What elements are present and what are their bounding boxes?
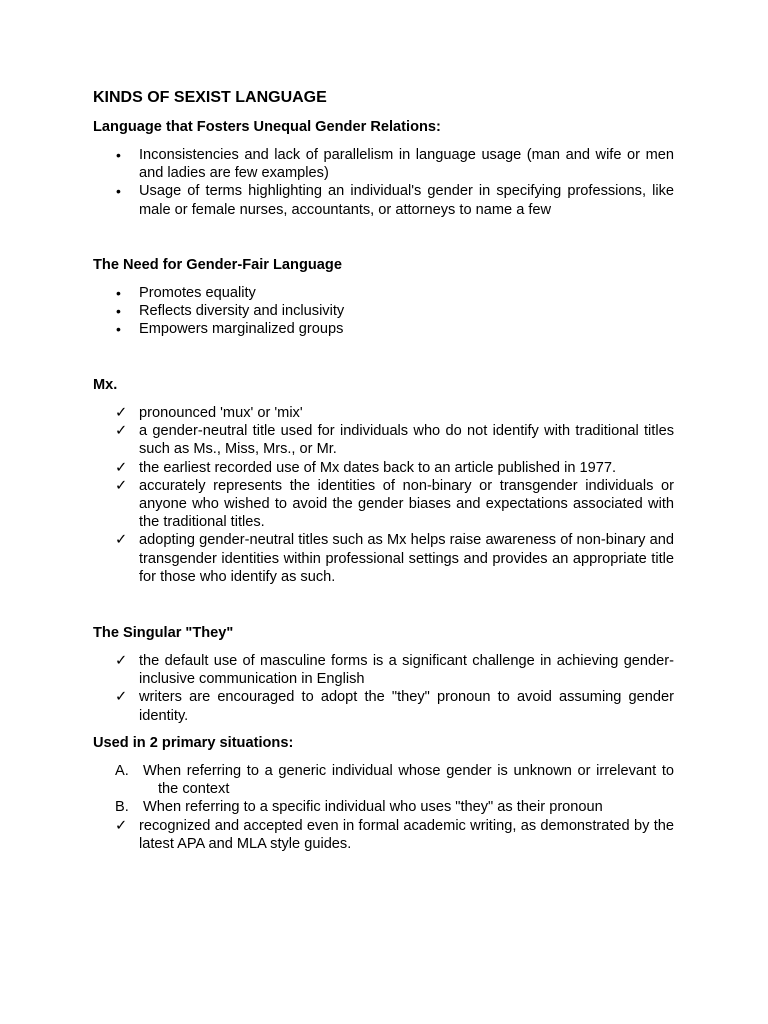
list-item: ✓ writers are encouraged to adopt the "they" pronoun to avoid assuming gender identity. (115, 689, 674, 724)
list-letter: B. (115, 799, 129, 816)
list-item: • Usage of terms highlighting an individual's gender in specifying professions, like male or female nurses, accountants, or attorneys to name a few (116, 183, 674, 218)
document-title: KINDS OF SEXIST LANGUAGE (93, 89, 327, 106)
need-list (93, 284, 674, 339)
list-item: ✓ accurately represents the identities of non-binary or transgender individuals or anyone who wished to avoid the gender biases and expectations associated with the traditional titles. (115, 477, 674, 531)
bullet-icon: • (116, 285, 121, 301)
bullet-icon: • (116, 147, 121, 163)
section-heading-mx: Mx. (93, 377, 118, 393)
mx-list (93, 404, 674, 586)
list-item: • Inconsistencies and lack of parallelism in language usage (man and wife or men and ladies are few examples) (116, 147, 674, 182)
list-letter: A. (115, 763, 129, 779)
list-item: ✓ the earliest recorded use of Mx dates back to an article published in 1977. (115, 459, 617, 476)
list-item: • Reflects diversity and inclusivity (116, 303, 345, 320)
list-item: ✓ the default use of masculine forms is a significant challenge in achieving gender-inclusive communication in English (115, 653, 674, 688)
bullet-icon: • (116, 303, 121, 320)
section-heading-situations: Used in 2 primary situations: (93, 735, 294, 751)
checkmark-icon: ✓ (115, 817, 128, 834)
unequal-list (93, 146, 674, 219)
checkmark-icon: ✓ (115, 532, 128, 549)
checkmark-icon: ✓ (115, 477, 128, 494)
list-item: ✓ a gender-neutral title used for individuals who do not identify with traditional titles such as Ms., Miss, Mrs., or Mr. (115, 423, 674, 458)
list-item: B. When referring to a specific individual who uses "they" as their pronoun (115, 799, 603, 816)
list-item: • Promotes equality (116, 285, 256, 301)
they-list (93, 652, 674, 725)
section-heading-need: The Need for Gender-Fair Language (93, 257, 342, 273)
section-heading-unequal: Language that Fosters Unequal Gender Relations: (93, 119, 441, 135)
list-item: • Empowers marginalized groups (116, 321, 344, 338)
checkmark-icon: ✓ (115, 689, 128, 706)
bullet-icon: • (116, 183, 121, 200)
list-item: A. When referring to a generic individual whose gender is unknown or irrelevant to the context (115, 763, 674, 798)
list-item: ✓ pronounced 'mux' or 'mix' (115, 405, 303, 421)
checkmark-icon: ✓ (115, 653, 128, 669)
checkmark-icon: ✓ (115, 423, 128, 440)
list-item: ✓ adopting gender-neutral titles such as Mx helps raise awareness of non-binary and transgender identities within professional settings and provides an appropriate title for those who identify as such. (115, 532, 674, 585)
situations-list (93, 762, 674, 853)
section-heading-they: The Singular "They" (93, 625, 234, 641)
checkmark-icon: ✓ (115, 405, 128, 421)
bullet-icon: • (116, 321, 121, 338)
list-item: ✓ recognized and accepted even in formal academic writing, as demonstrated by the latest APA and MLA style guides. (115, 817, 674, 852)
checkmark-icon: ✓ (115, 459, 128, 476)
